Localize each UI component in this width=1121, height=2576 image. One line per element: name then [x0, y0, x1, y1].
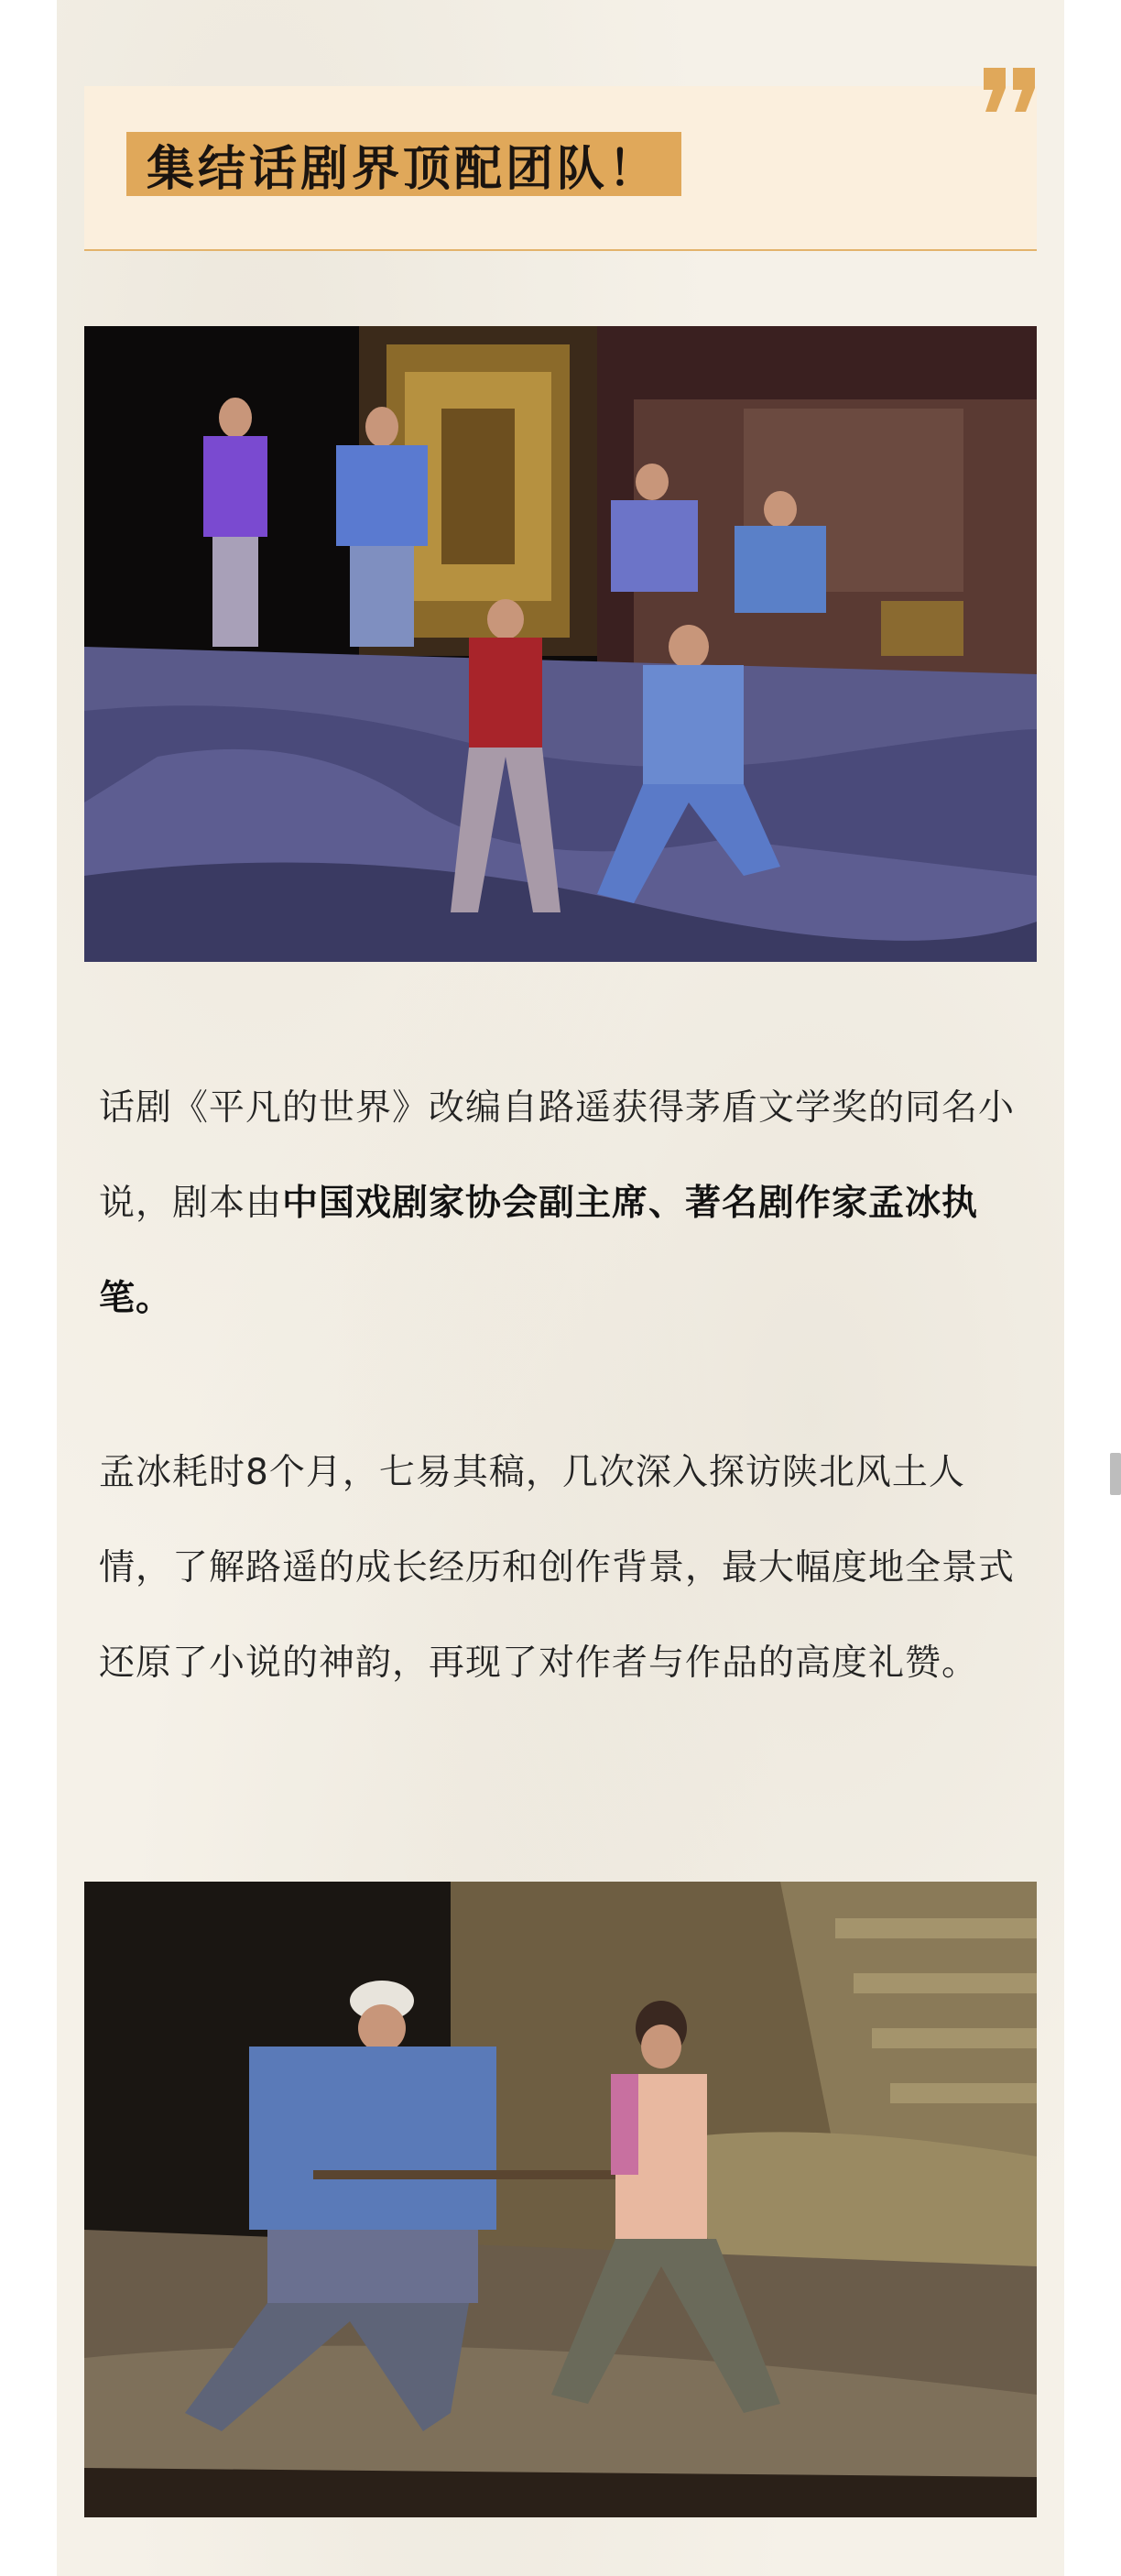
quote-mark-icon: [980, 68, 1039, 115]
article-page: [57, 0, 1064, 2576]
paragraph-1-text: 话剧《平凡的世界》改编自路遥获得茅盾文学奖的同名小说，剧本由: [99, 1087, 1016, 1224]
section-header: [84, 86, 1037, 251]
stage-photo-duet: [84, 1882, 1037, 2517]
paragraph-2-text: 孟冰耗时8个月，七易其稿，几次深入探访陕北风土人情，了解路遥的成长经历和创作背景，最大幅度地全景式还原了小说的神韵，再现了对作者与作品的高度礼赞。: [99, 1452, 1016, 1684]
section-title: 集结话剧界顶配团队！: [147, 141, 660, 197]
scrollbar-thumb[interactable]: [1110, 1453, 1121, 1495]
stage-photo-ensemble: [84, 326, 1037, 962]
paragraph-1-bold-text: 中国戏剧家协会副主席、著名剧作家孟冰执笔。: [99, 1183, 979, 1319]
section-title-bar: [126, 132, 681, 196]
paragraph-1: [99, 1061, 1033, 1347]
paragraph-2: [99, 1425, 1033, 1711]
